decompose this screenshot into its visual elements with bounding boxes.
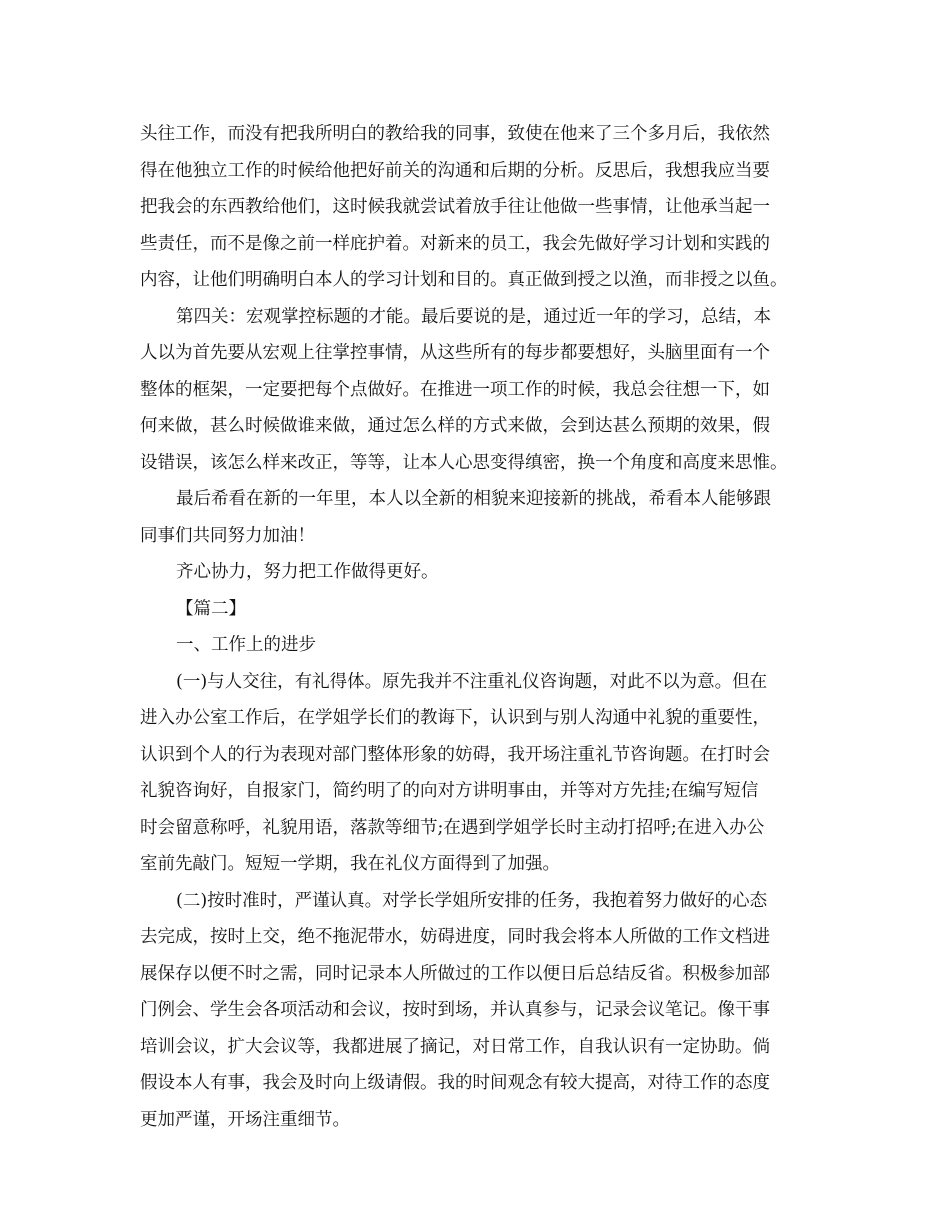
- document-line: (一)与人交往，有礼得体。原先我并不注重礼仪咨询题，对此不以为意。但在: [176, 671, 768, 692]
- document-line: 何来做，甚么时候做谁来做，通过怎么样的方式来做，会到达甚么预期的效果，假: [140, 416, 770, 436]
- document-line: 得在他独立工作的时候给他把好前关的沟通和后期的分析。反思后，我想我应当要: [140, 160, 770, 181]
- document-line: 把我会的东西教给他们，这时候我就尝试着放手往让他做一些事情，让他承当起一: [140, 197, 770, 217]
- document-line: 齐心协力，努力把工作做得更好。: [176, 562, 439, 582]
- document-line: 设错误，该怎么样来改正，等等，让本人心思变得缜密，换一个角度和高度来思惟。: [140, 452, 788, 473]
- document-line: 些责任，而不是像之前一样庇护着。对新来的员工，我会先做好学习计划和实践的: [140, 233, 770, 254]
- document-line: 去完成，按时上交，绝不拖泥带水，妨碍进度，同时我会将本人所做的工作文档进: [140, 927, 770, 947]
- document-line: 人以为首先要从宏观上往掌控事情，从这些所有的每步都要想好，头脑里面有一个: [140, 343, 770, 363]
- document-line: 第四关：宏观掌控标题的才能。最后要说的是，通过近一年的学习，总结，本: [176, 306, 771, 327]
- document-line: 礼貌咨询好，自报家门，简约明了的向对方讲明事由，并等对方先挂;在编写短信: [140, 781, 759, 801]
- document-line: 培训会议，扩大会议等，我都进展了摘记，对日常工作，自我认识有一定协助。倘: [140, 1036, 770, 1057]
- document-line: (二)按时准时，严谨认真。对学长学姐所安排的任务，我抱着努力做好的心态: [176, 890, 768, 911]
- document-line: 更加严谨，开场注重细节。: [140, 1109, 350, 1130]
- document-line: 【篇二】: [176, 598, 246, 619]
- document-line: 展保存以便不时之需，同时记录本人所做过的工作以便日后总结反省。积极参加部: [140, 963, 770, 984]
- document-line: 认识到个人的行为表现对部门整体形象的妨碍，我开场注重礼节咨询题。在打时会: [140, 744, 770, 765]
- document-line: 内容，让他们明确明白本人的学习计划和目的。真正做到授之以渔，而非授之以鱼。: [140, 270, 788, 290]
- document-line: 整体的框架，一定要把每个点做好。在推进一项工作的时候，我总会往想一下，如: [140, 379, 770, 400]
- document-line: 门例会、学生会各项活动和会议，按时到场，并认真参与，记录会议笔记。像干事: [140, 1000, 770, 1020]
- document-line: 同事们共同努力加油！: [140, 525, 315, 546]
- document-line: 头往工作，而没有把我所明白的教给我的同事，致使在他来了三个多月后，我依然: [140, 124, 770, 144]
- document-body: [140, 116, 820, 1138]
- document-line: 最后希看在新的一年里，本人以全新的相貌来迎接新的挑战，希看本人能够跟: [176, 489, 771, 509]
- document-line: 时会留意称呼，礼貌用语，落款等细节;在遇到学姐学长时主动打招呼;在进入办公: [140, 817, 765, 838]
- document-line: 室前先敲门。短短一学期，我在礼仪方面得到了加强。: [140, 854, 560, 874]
- document-line: 一、工作上的进步: [176, 635, 316, 655]
- document-line: 假设本人有事，我会及时向上级请假。我的时间观念有较大提高，对待工作的态度: [140, 1073, 770, 1093]
- document-line: 进入办公室工作后，在学姐学长们的教诲下，认识到与别人沟通中礼貌的重要性，: [140, 708, 770, 728]
